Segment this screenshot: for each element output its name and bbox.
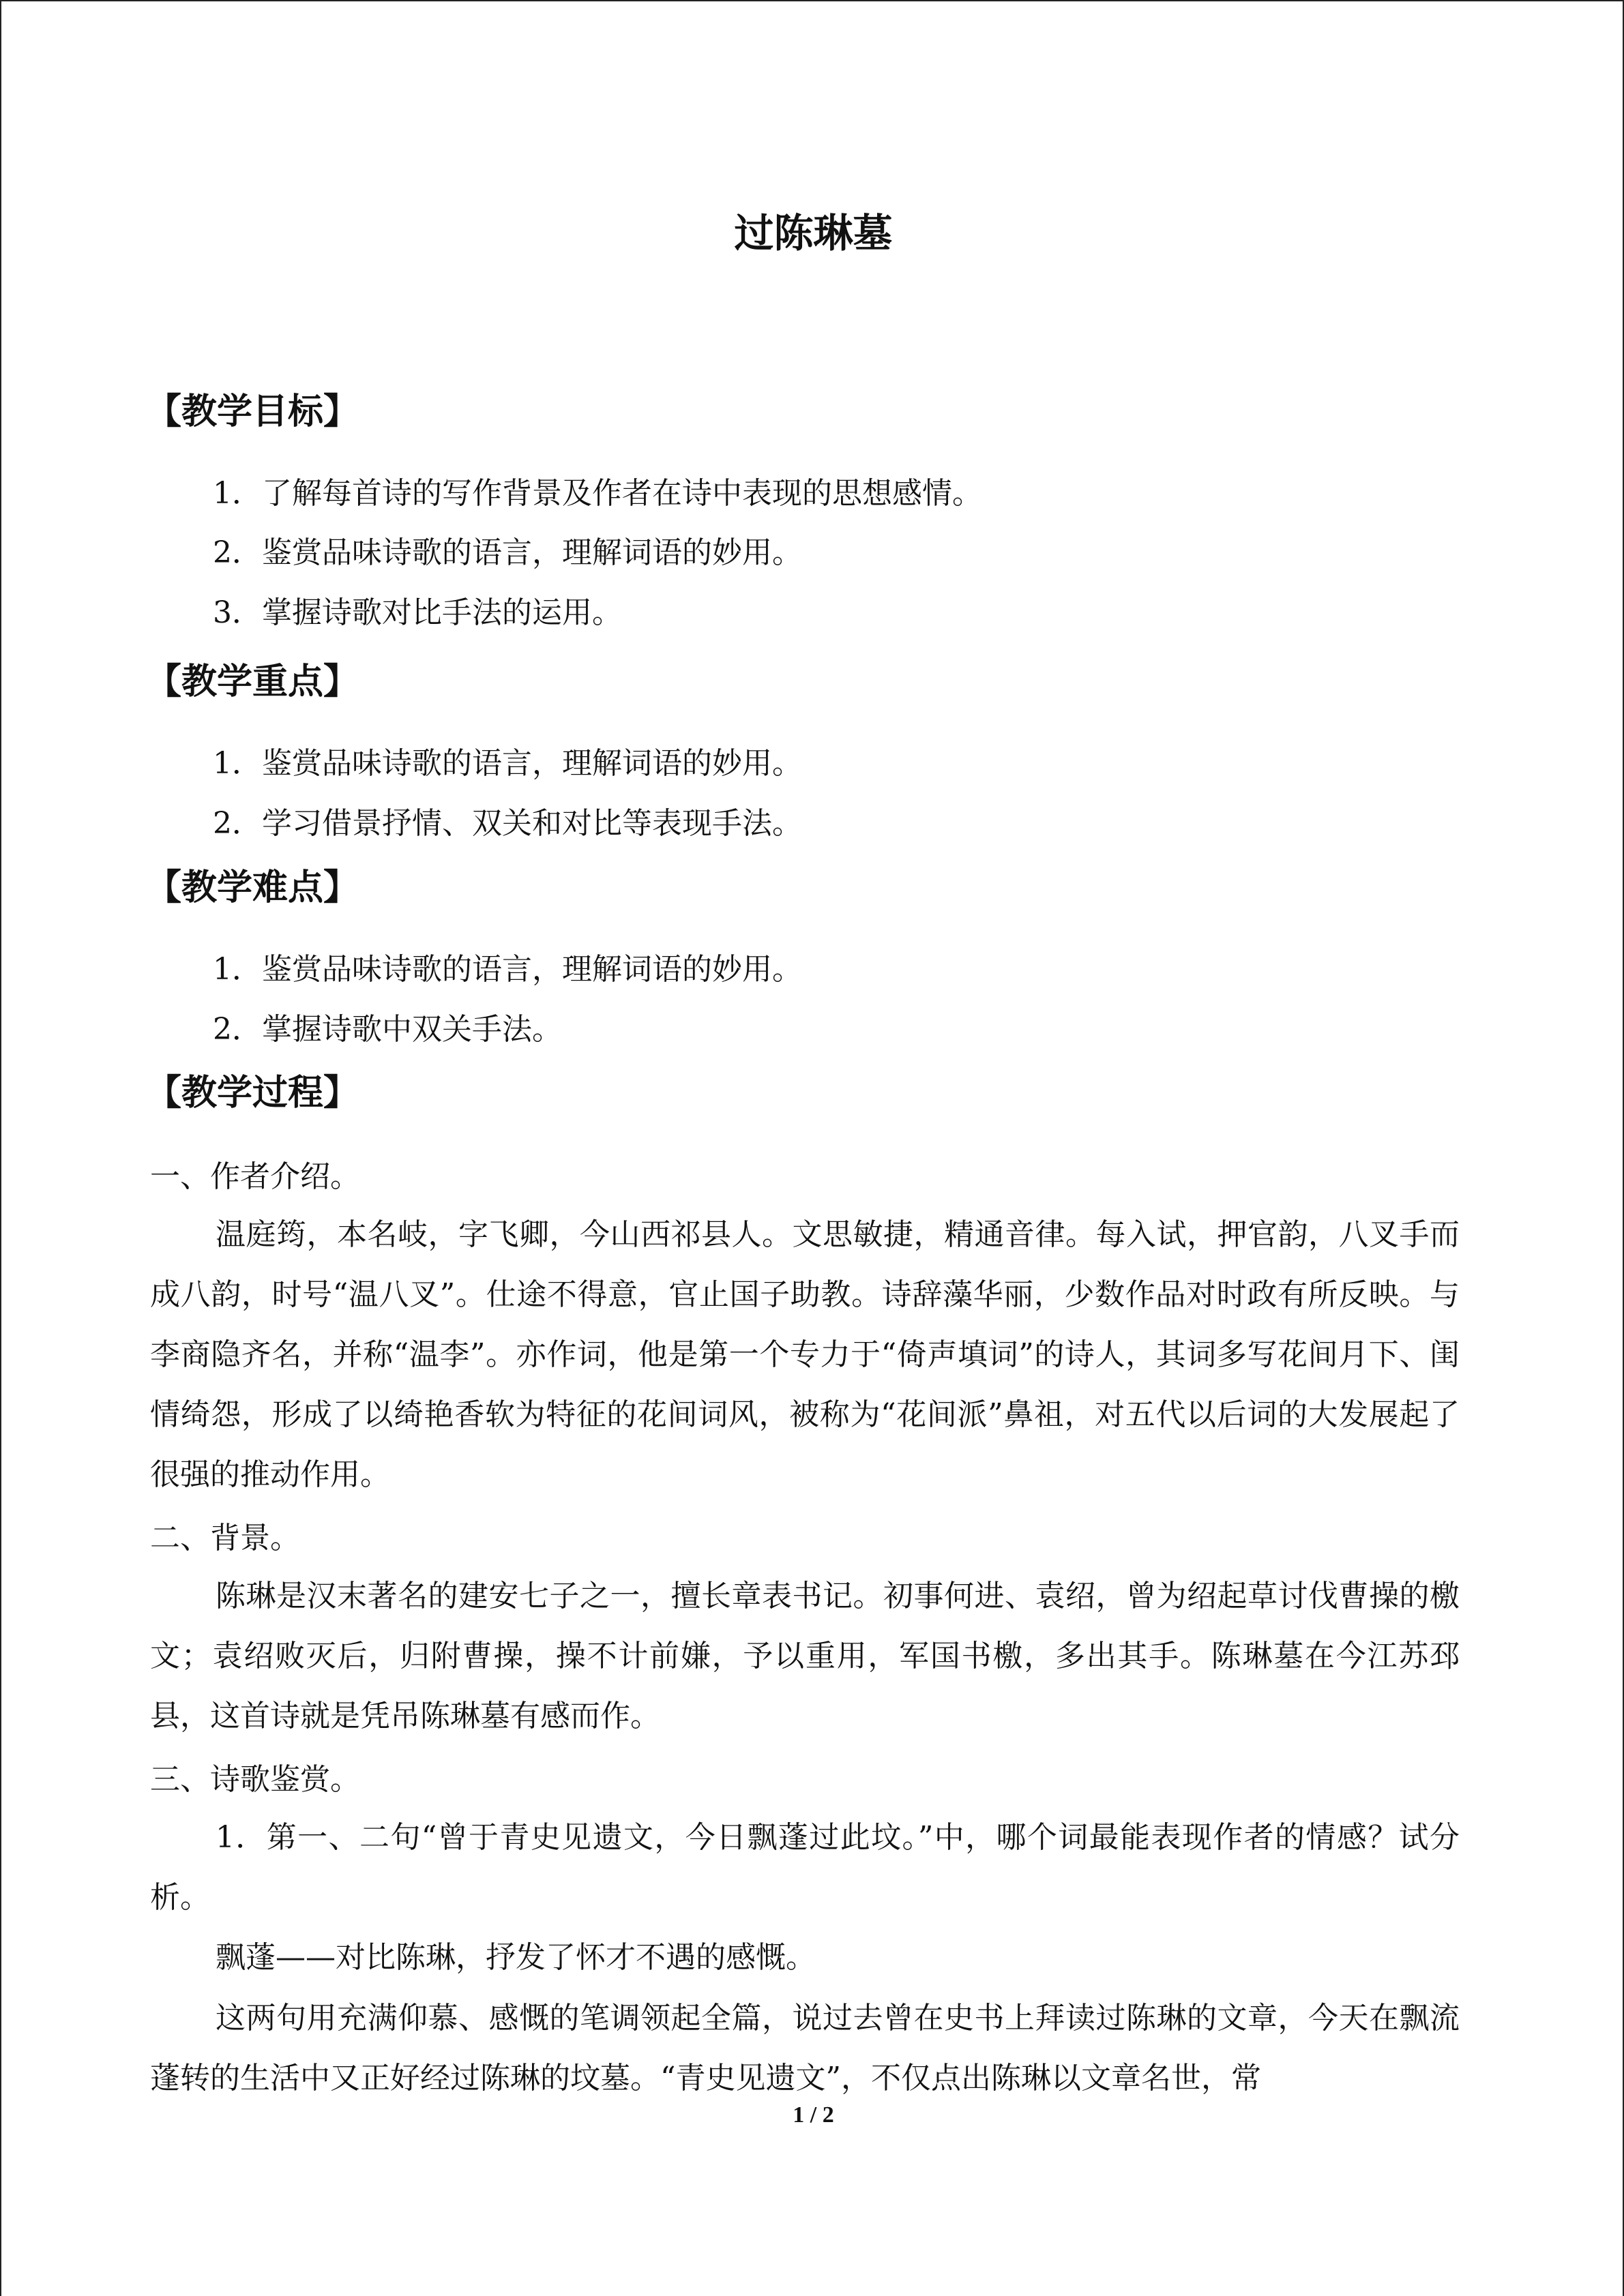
heading-key-points: 【教学重点】: [146, 661, 359, 702]
goal-item-3: 3．掌握诗歌对比手法的运用。: [213, 595, 622, 630]
paragraph-question-1: 1．第一、二句“曾于青史见遗文，今日飘蓬过此坟。”中，哪个词最能表现作者的情感？试分析。: [150, 1820, 1460, 1915]
goal-item-1: 1．了解每首诗的写作背景及作者在诗中表现的思想感情。: [213, 476, 982, 511]
paragraph-author-intro: 温庭筠，本名岐，字飞卿，今山西祁县人。文思敏捷，精通音律。每入试，押官韵，八叉手而成八韵，时号“温八叉”。仕途不得意，官止国子助教。诗辞藻华丽，少数作品对时政有所反映。与李商隐齐名，并称“温李”。亦作词，他是第一个专力于“倚声填词”的诗人，其词多写花间月下、闺情绮怨，形成了以绮艳香软为特征的花间词风，被称为“花间派”鼻祖，对五代以后词的大发展起了很强的推动作用。: [150, 1217, 1460, 1492]
heading-teaching-process: 【教学过程】: [146, 1073, 359, 1114]
paragraph-background: 陈琳是汉末著名的建安七子之一，擅长章表书记。初事何进、袁绍，曾为绍起草讨伐曹操的檄文；袁绍败灭后，归附曹操，操不计前嫌，予以重用，军国书檄，多出其手。陈琳墓在今江苏邳县，这首诗就是凭吊陈琳墓有感而作。: [150, 1579, 1460, 1733]
heading-difficulties: 【教学难点】: [146, 867, 359, 908]
key-point-item-2: 2．学习借景抒情、双关和对比等表现手法。: [213, 806, 802, 841]
heading-teaching-goals: 【教学目标】: [146, 391, 359, 432]
section-background: 二、背景。: [150, 1521, 300, 1555]
section-author-intro: 一、作者介绍。: [150, 1159, 360, 1194]
goal-item-2: 2．鉴赏品味诗歌的语言，理解词语的妙用。: [213, 535, 802, 570]
key-point-item-1: 1．鉴赏品味诗歌的语言，理解词语的妙用。: [213, 746, 802, 781]
paragraph-analysis-1: 这两句用充满仰慕、感慨的笔调领起全篇，说过去曾在史书上拜读过陈琳的文章，今天在飘流蓬转的生活中又正好经过陈琳的坟墓。“青史见遗文”，不仅点出陈琳以文章名世，常: [150, 2001, 1460, 2096]
paragraph-answer-1: 飘蓬——对比陈琳，抒发了怀才不遇的感慨。: [216, 1940, 816, 1975]
document-title: 过陈琳墓: [734, 210, 893, 256]
page-number: 1 / 2: [793, 2102, 834, 2128]
difficulty-item-1: 1．鉴赏品味诗歌的语言，理解词语的妙用。: [213, 952, 802, 987]
section-poem-appreciation: 三、诗歌鉴赏。: [150, 1762, 360, 1797]
difficulty-item-2: 2．掌握诗歌中双关手法。: [213, 1012, 562, 1047]
